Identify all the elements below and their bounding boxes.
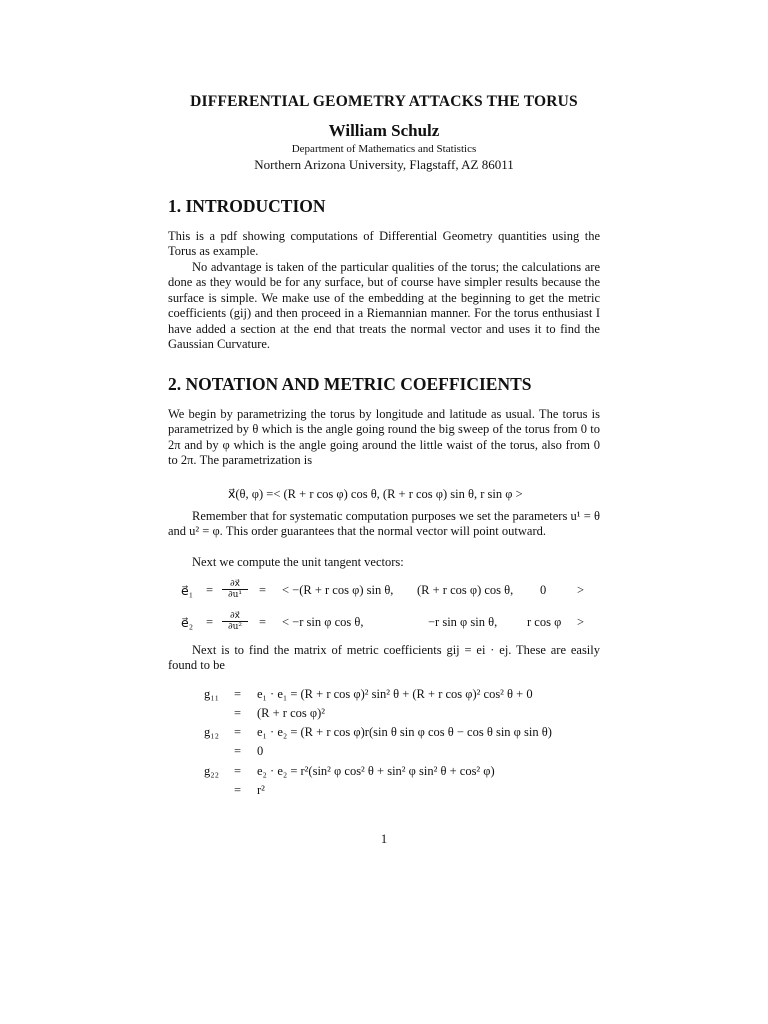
- metric-row-lhs: g₁₁: [204, 687, 219, 701]
- e1-component-3: 0: [540, 583, 547, 597]
- e2-partial-fraction: [222, 611, 248, 632]
- e2-component-1: < −r sin φ cos θ,: [282, 615, 364, 629]
- section-heading-notation: 2. NOTATION AND METRIC COEFFICIENTS: [168, 374, 532, 394]
- department: Department of Mathematics and Statistics: [291, 143, 477, 155]
- metric-row-eq: =: [234, 706, 242, 720]
- e1-component-1: < −(R + r cos φ) sin θ,: [282, 583, 394, 597]
- section-heading-introduction: 1. INTRODUCTION: [168, 196, 326, 216]
- e1-equals-1: =: [206, 583, 214, 597]
- e1-equals-2: =: [259, 583, 267, 597]
- e2-lhs: e⃗₂: [181, 616, 194, 630]
- parametrization-equation: x⃗(θ, φ) =< (R + r cos φ) cos θ, (R + r cos φ) sin θ, r sin φ >: [228, 487, 523, 501]
- metric-row-lhs: g₂₂: [204, 764, 219, 778]
- metric-row-eq: =: [234, 744, 242, 758]
- notation-paragraph-2: Remember that for systematic computation purposes we set the parameters u¹ = θ and u² = φ. This order guarantees that the normal vector will point outward.: [168, 509, 600, 539]
- e1-close: >: [577, 583, 585, 597]
- notation-paragraph-4: Next is to find the matrix of metric coefficients gij = ei · ej. These are easily found to be: [168, 643, 600, 673]
- e2-close: >: [577, 615, 585, 629]
- e2-fraction-denominator: ∂u²: [227, 622, 243, 632]
- author-name: William Schulz: [328, 121, 440, 140]
- e1-fraction-numerator: ∂x⃗: [222, 579, 248, 590]
- e2-component-3: r cos φ: [527, 615, 562, 629]
- e2-component-2: −r sin φ sin θ,: [428, 615, 498, 629]
- paper-title: DIFFERENTIAL GEOMETRY ATTACKS THE TORUS: [190, 93, 578, 110]
- metric-row-rhs: e₂ · e₂ = r²(sin² φ cos² θ + sin² φ sin² θ + cos² φ): [257, 764, 495, 778]
- e1-component-2: (R + r cos φ) cos θ,: [417, 583, 514, 597]
- metric-row-eq: =: [234, 783, 242, 797]
- e1-fraction-denominator: ∂u¹: [227, 590, 243, 600]
- metric-row-rhs: 0: [257, 744, 264, 758]
- university: Northern Arizona University, Flagstaff, AZ 86011: [254, 157, 514, 172]
- e2-equals-2: =: [259, 615, 267, 629]
- metric-row-lhs: g₁₂: [204, 725, 219, 739]
- e1-partial-fraction: [222, 579, 248, 600]
- metric-row-rhs: e₁ · e₁ = (R + r cos φ)² sin² θ + (R + r cos φ)² cos² θ + 0: [257, 687, 533, 701]
- notation-paragraph-3: Next we compute the unit tangent vectors:: [192, 555, 404, 569]
- intro-paragraph-2: No advantage is taken of the particular qualities of the torus; the calculations are done as they would be for any surface, but of course have simpler results because the surface is simple. We make use of the embedding at the beginning to get the metric coefficients (gij) and then proceed in a Riemannian manner. For the torus enthusiast I have added a section at the end that treats the normal vector and uses it to find the Gaussian Curvature.: [168, 260, 600, 352]
- metric-row-rhs: r²: [257, 783, 265, 797]
- metric-row-eq: =: [234, 687, 242, 701]
- metric-row-rhs: (R + r cos φ)²: [257, 706, 325, 720]
- metric-row-eq: =: [234, 764, 242, 778]
- page-number: 1: [380, 832, 388, 846]
- notation-paragraph-1: We begin by parametrizing the torus by longitude and latitude as usual. The torus is parametrized by θ which is the angle going round the big sweep of the torus from 0 to 2π and by φ which is the angle going around the little waist of the torus, also from 0 to 2π. The parametrization is: [168, 407, 600, 468]
- e1-lhs: e⃗₁: [181, 584, 194, 598]
- intro-paragraph-1: This is a pdf showing computations of Differential Geometry quantities using the Torus as example.: [168, 229, 600, 259]
- metric-row-rhs: e₁ · e₂ = (R + r cos φ)r(sin θ sin φ cos θ − cos θ sin φ sin θ): [257, 725, 552, 739]
- e2-equals-1: =: [206, 615, 214, 629]
- metric-row-eq: =: [234, 725, 242, 739]
- e2-fraction-numerator: ∂x⃗: [222, 611, 248, 622]
